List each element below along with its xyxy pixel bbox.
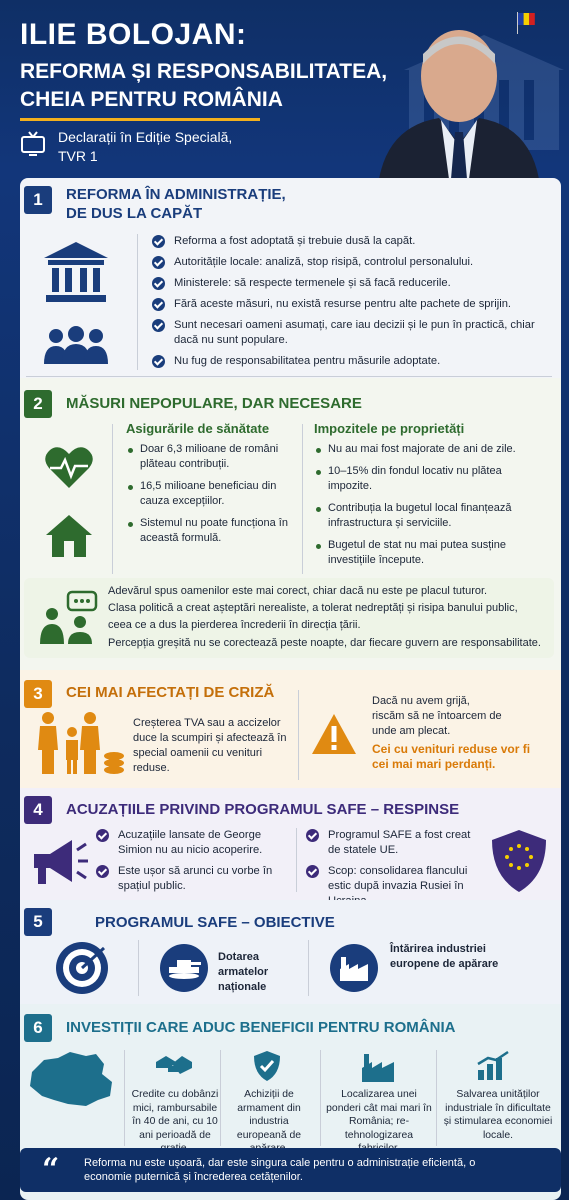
section-1 [20,178,561,378]
section-3 [20,670,561,788]
section-title: PROGRAMUL SAFE – OBIECTIVE [95,914,335,931]
eu-shield-icon [490,828,548,894]
check-icon [152,235,165,248]
section-divider [26,376,552,377]
portrait-illustration [359,14,549,179]
truth-quote-box [24,578,554,658]
list-item: Acuzațiile lansate de George Simion nu au nicio acoperire. [96,828,292,858]
shield-check-icon [252,1050,282,1082]
section-number: 6 [24,1014,52,1042]
check-icon [306,829,319,842]
section-title: INVESTIȚII CARE ADUC BENEFICII PENTRU ROMÂNIA [66,1019,456,1036]
check-icon [152,319,165,332]
check-icon [306,865,319,878]
benefit-armament: Achiziții de armament din industria europeană de [236,1089,302,1141]
handshake-icon [154,1052,194,1080]
warning-text: Dacă nu avem grijă, riscăm să ne întoarcem de unde am plecat. [372,695,502,737]
list-item: Reforma a fost adoptată și trebuie dusă la capăt. [152,234,552,249]
discussion-icon [38,590,100,646]
list-item: Doar 6,3 milioane de români plăteau contribuții. [126,442,296,472]
section-number: 5 [24,908,52,936]
property-tax-points [314,442,544,575]
title-underline [20,118,260,121]
warning-highlight: Cei cu venituri reduse vor fi cei mai mari perdanți. [372,742,531,771]
header [0,0,569,178]
section-2 [20,378,561,670]
divider [138,940,139,996]
family-coins-icon [36,710,126,778]
section-4 [20,788,561,900]
section-title: CEI MAI AFECTAȚI DE CRIZĂ [66,684,275,701]
divider [124,1050,125,1146]
section-title: MĂSURI NEPOPULARE, DAR NECESARE [66,395,362,412]
house-icon [44,513,94,559]
source-line2: TVR 1 [58,148,98,164]
section-title-line2: DE DUS LA CAPĂT [66,205,203,222]
health-insurance-heading: Asigurările de sănătate [126,421,270,436]
section-number: 2 [24,390,52,418]
megaphone-icon [28,836,90,888]
list-item: Scop: consolidarea flancului estic după invazia Rusiei în [306,864,482,909]
divider [220,1050,221,1146]
content-panel [20,178,561,1200]
section-number: 3 [24,680,52,708]
reform-points [152,234,552,375]
benefit-localization: Localizarea unei ponderi cât mai mari în România; re-tehnologizarea [326,1089,432,1141]
check-icon [152,298,165,311]
health-insurance-points [126,442,296,553]
factory-icon [338,955,370,981]
divider [308,940,309,996]
headline-name: ILIE BOLOJAN: [20,18,247,51]
list-item: Ministerele: să respecte termenele și să facă reducerile. [152,276,552,291]
heart-pulse-icon [44,444,94,490]
section-number: 1 [24,186,52,214]
divider [112,424,113,574]
factory-icon [360,1052,396,1082]
list-item: Programul SAFE a fost creat de statele UE. [306,828,482,858]
section-number: 4 [24,796,52,824]
check-icon [96,829,109,842]
divider [436,1050,437,1146]
people-icon [42,326,110,366]
list-item: 16,5 milioane beneficiau din cauza excepțiilor. [126,479,296,509]
section-title: ACUZAȚIILE PRIVIND PROGRAMUL SAFE – RESPINSE [66,801,460,818]
list-item: Sistemul nu poate funcționa în această formulă. [126,516,296,546]
check-icon [152,355,165,368]
list-item: Bugetul de stat nu mai putea susține investițiile începute. [314,538,544,568]
quote-line: Adevărul spus oamenilor este mai corect, chiar dacă nu este pe placul tuturor. [108,585,488,597]
section-5 [20,900,561,1004]
check-icon [152,256,165,269]
divider [137,234,138,370]
headline-line2: REFORMA ȘI RESPONSABILITATEA, [20,60,388,83]
divider [296,828,297,892]
closing-quote: Reforma nu este ușoară, dar este singura cale pentru o administrație eficientă, o economie puternică și încrederea cetățenilor. [84,1157,476,1183]
tank-icon [167,957,201,979]
list-item: Fără aceste măsuri, nu există resurse pentru alte pachete de sprijin. [152,297,552,312]
romania-map-icon [24,1050,116,1110]
list-item: Contribuția la bugetul local finanțează infrastructura și serviciile. [314,501,544,531]
property-tax-heading: Impozitele pe proprietăți [314,421,465,436]
list-item: Sunt necesari oameni asumați, care iau decizii și le pun în practică, chiar dacă nu sunt populare. [152,318,552,348]
divider [320,1050,321,1146]
quote-line: ceea ce a dus la pierderea încrederii în direcția țării. [108,619,361,631]
benefit-credits: Credite cu dobânzi mici, rambursabile în 40 de ani, cu 10 ani perioadă de [131,1089,219,1141]
accusation-points [96,828,292,900]
warning-icon [310,712,358,756]
objective-armies: Dotarea armatelor naționale [218,951,269,993]
list-item: Nu au mai fost majorate de ani de zile. [314,442,544,457]
list-item: Autoritățile locale: analiză, stop risipă, controlul personalului. [152,255,552,270]
objective-industry: Întărirea industriei europene de apărare [390,943,499,970]
check-icon [152,277,165,290]
quote-line: Clasa politică a creat așteptări nerealiste, a tolerat nedreptăți și risipa banului public, [108,602,518,614]
target-icon [54,940,110,996]
divider [298,690,299,780]
list-item: Nu fug de responsabilitatea pentru măsurile adoptate. [152,354,552,369]
benefit-industry-rescue: Salvarea unităților industriale în dificultate și stimularea economiei locale. [443,1089,553,1141]
institution-icon [42,240,110,304]
list-item: Este ușor să arunci cu vorbe în spațiul public. [96,864,292,894]
headline-line3: CHEIA PENTRU ROMÂNIA [20,88,283,111]
source-line1: Declarații în Ediție Specială, [58,129,233,145]
vat-impact-text: Creșterea TVA sau a accizelor duce la scumpiri și afectează în special oamenii cu venituri reduse. [133,717,287,774]
quote-line: Percepția greșită nu se corectează peste noapte, dar fiecare guvern are responsabilitate. [108,637,541,649]
check-icon [96,865,109,878]
section-title-line1: REFORMA ÎN ADMINISTRAȚIE, [66,186,286,203]
tank-icon-badge [160,944,208,992]
closing-quote-box [20,1148,561,1192]
bar-growth-icon [476,1050,510,1082]
tv-icon [20,130,46,156]
list-item: 10–15% din fondul locativ nu plătea impozite. [314,464,544,494]
factory-icon-badge [330,944,378,992]
divider [302,424,303,574]
quote-mark-icon: “ [42,1152,60,1187]
